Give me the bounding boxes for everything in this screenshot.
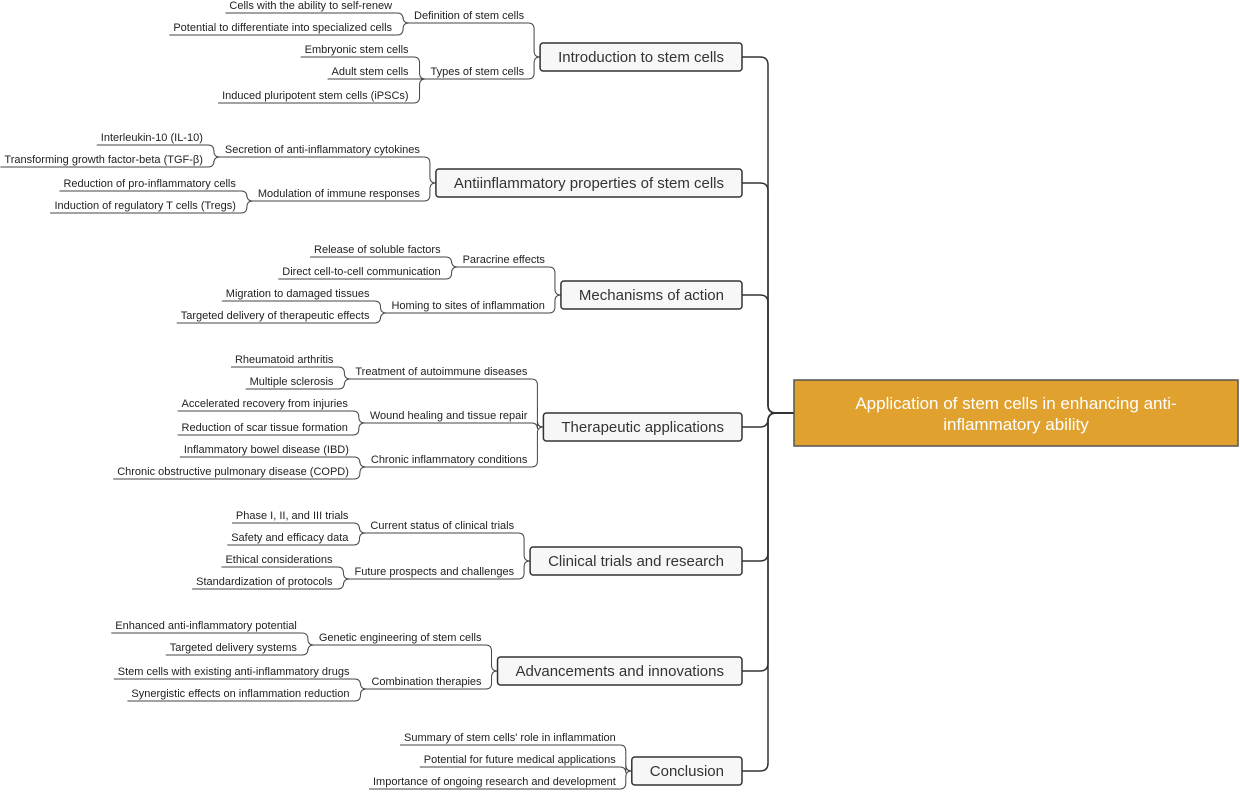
- connector-sub-leaf: [353, 457, 367, 467]
- branch-label: Clinical trials and research: [548, 553, 725, 570]
- leaf-label[interactable]: Potential for future medical applications: [423, 754, 616, 766]
- connector-sub-leaf: [353, 689, 367, 701]
- mind-map-nodes: [4, 0, 1238, 788]
- connector-branch-sub: [424, 183, 436, 201]
- leaf-label[interactable]: Summary of stem cells' role in inflammation: [404, 732, 616, 744]
- connector-branch-sub: [531, 421, 543, 429]
- leaf-label[interactable]: Cells with the ability to self-renew: [229, 0, 393, 12]
- connector-sub-leaf: [207, 145, 221, 157]
- leaf-label[interactable]: Enhanced anti-inflammatory potential: [115, 620, 297, 632]
- connector-branch-sub: [424, 157, 436, 183]
- leaf-label[interactable]: Synergistic effects on inflammation reduction: [131, 688, 350, 700]
- sub-topic-label[interactable]: Current status of clinical trials: [370, 520, 515, 532]
- leaf-label[interactable]: Targeted delivery of therapeutic effects: [180, 310, 370, 322]
- branch-node[interactable]: [498, 657, 742, 685]
- connector-branch-sub: [486, 671, 498, 689]
- branch-node[interactable]: [561, 281, 742, 309]
- leaf-label[interactable]: Migration to damaged tissues: [225, 288, 370, 300]
- connector-branch-sub: [528, 57, 540, 79]
- leaf-label[interactable]: Safety and efficacy data: [231, 532, 349, 544]
- connector-branch-sub: [518, 561, 530, 579]
- leaf-label[interactable]: Stem cells with existing anti-inflammatory drugs: [117, 666, 350, 678]
- sub-topic-label[interactable]: Types of stem cells: [430, 66, 525, 78]
- connector-branch-sub: [518, 533, 530, 561]
- connector-branch-sub: [528, 23, 540, 57]
- sub-topic-label[interactable]: Homing to sites of inflammation: [391, 300, 545, 312]
- leaf-label[interactable]: Ethical considerations: [225, 554, 333, 566]
- connector-branch-sub: [531, 427, 543, 467]
- connector-branch-sub: [531, 379, 543, 427]
- connector-sub-leaf: [240, 191, 254, 201]
- leaf-label[interactable]: Standardization of protocols: [196, 576, 333, 588]
- leaf-label[interactable]: Release of soluble factors: [314, 244, 441, 256]
- branch-node[interactable]: [543, 413, 742, 441]
- leaf-label[interactable]: Reduction of scar tissue formation: [181, 422, 348, 434]
- leaf-label[interactable]: Reduction of pro-inflammatory cells: [63, 178, 236, 190]
- connector-sub-leaf: [396, 23, 410, 35]
- leaf-label[interactable]: Chronic obstructive pulmonary disease (COPD): [117, 466, 349, 478]
- leaf-label[interactable]: Importance of ongoing research and development: [373, 776, 616, 788]
- connector-sub-leaf: [445, 267, 459, 279]
- leaf-label[interactable]: Interleukin-10 (IL-10): [100, 132, 203, 144]
- leaf-label[interactable]: Phase I, II, and III trials: [235, 510, 349, 522]
- branch-label: Advancements and innovations: [515, 663, 725, 680]
- connector-sub-leaf: [373, 313, 387, 323]
- sub-topic-label[interactable]: Combination therapies: [371, 676, 482, 688]
- root-node[interactable]: [794, 380, 1238, 446]
- connector-branch-leaf: [620, 771, 632, 789]
- connector-sub-leaf: [337, 379, 351, 389]
- connector-sub-leaf: [352, 523, 366, 533]
- connector-branch-sub: [549, 295, 561, 313]
- connector-sub-leaf: [336, 579, 350, 589]
- connector-sub-leaf: [353, 467, 367, 479]
- leaf-label[interactable]: Adult stem cells: [331, 66, 409, 78]
- leaf-label[interactable]: Multiple sclerosis: [249, 376, 334, 388]
- sub-topic-label[interactable]: Future prospects and challenges: [354, 566, 515, 578]
- branch-node[interactable]: [632, 757, 742, 785]
- sub-topic-label[interactable]: Modulation of immune responses: [257, 188, 420, 200]
- sub-topic-label[interactable]: Paracrine effects: [462, 254, 545, 266]
- connector-sub-leaf: [352, 533, 366, 545]
- connector-sub-leaf: [373, 301, 387, 313]
- connector-branch-leaf: [620, 765, 632, 773]
- sub-topic-label[interactable]: Genetic engineering of stem cells: [318, 632, 482, 644]
- connector-sub-leaf: [445, 257, 459, 267]
- branch-label: Conclusion: [649, 763, 725, 780]
- connector-root-branch: [742, 295, 794, 413]
- connector-root-branch: [742, 413, 794, 771]
- connector-sub-leaf: [352, 411, 366, 423]
- branch-node[interactable]: [436, 169, 742, 197]
- branch-label: Introduction to stem cells: [558, 49, 725, 66]
- sub-topic-label[interactable]: Definition of stem cells: [414, 10, 525, 22]
- connector-sub-leaf: [240, 201, 254, 213]
- leaf-label[interactable]: Induced pluripotent stem cells (iPSCs): [222, 90, 409, 102]
- connector-branch-sub: [486, 645, 498, 671]
- leaf-label[interactable]: Targeted delivery systems: [169, 642, 297, 654]
- sub-topic-label[interactable]: Secretion of anti-inflammatory cytokines: [224, 144, 420, 156]
- sub-topic-label[interactable]: Wound healing and tissue repair: [369, 410, 528, 422]
- leaf-label[interactable]: Accelerated recovery from injuries: [181, 398, 348, 410]
- leaf-label[interactable]: Embryonic stem cells: [304, 44, 409, 56]
- connector-sub-leaf: [207, 157, 221, 167]
- leaf-label[interactable]: Inflammatory bowel disease (IBD): [183, 444, 349, 456]
- sub-topic-label[interactable]: Chronic inflammatory conditions: [370, 454, 528, 466]
- connector-sub-leaf: [396, 13, 410, 23]
- leaf-label[interactable]: Rheumatoid arthritis: [234, 354, 334, 366]
- leaf-label[interactable]: Induction of regulatory T cells (Tregs): [54, 200, 236, 212]
- branch-label: Mechanisms of action: [578, 287, 725, 304]
- connector-sub-leaf: [413, 79, 427, 103]
- root-title-line: inflammatory ability: [943, 415, 1089, 434]
- leaf-label[interactable]: Transforming growth factor-beta (TGF-β): [4, 154, 203, 166]
- branch-label: Antiinflammatory properties of stem cells: [453, 175, 725, 192]
- connector-sub-leaf: [301, 633, 315, 645]
- branch-label: Therapeutic applications: [561, 419, 725, 436]
- leaf-label[interactable]: Potential to differentiate into specialized cells: [173, 22, 393, 34]
- connector-branch-sub: [549, 267, 561, 295]
- branch-node[interactable]: [540, 43, 742, 71]
- root-title-line: Application of stem cells in enhancing anti-: [855, 394, 1177, 413]
- connector-sub-leaf: [352, 423, 366, 435]
- connector-sub-leaf: [301, 645, 315, 655]
- leaf-label[interactable]: Direct cell-to-cell communication: [282, 266, 441, 278]
- branch-node[interactable]: [530, 547, 742, 575]
- root-node-box: [794, 380, 1238, 446]
- sub-topic-label[interactable]: Treatment of autoimmune diseases: [355, 366, 528, 378]
- connector-sub-leaf: [413, 57, 427, 79]
- connector-sub-leaf: [336, 567, 350, 579]
- connector-sub-leaf: [353, 679, 367, 689]
- connector-sub-leaf: [337, 367, 351, 379]
